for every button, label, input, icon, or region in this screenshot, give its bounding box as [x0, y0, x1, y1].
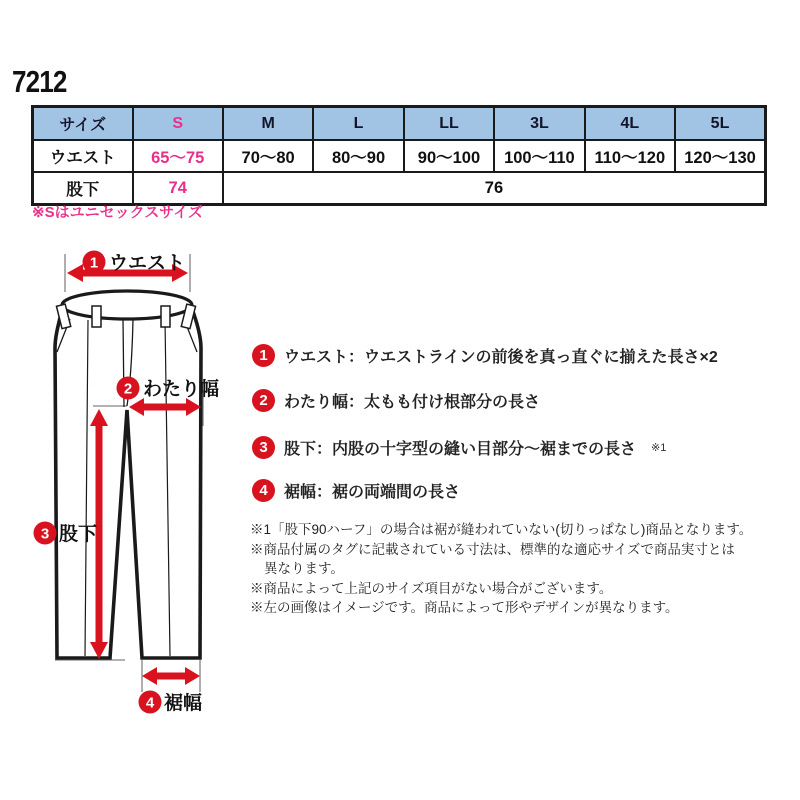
legend-text-waist: ウエスト：ウエストラインの前後を真っ直ぐに揃えた長さ×2 [284, 349, 718, 366]
waist-value-l: 80〜90 [313, 140, 403, 172]
legend-text-inseam: 股下：内股の十字型の縫い目部分〜裾までの長さ [284, 441, 637, 458]
legend-inseam-footnote-ref: ※1 [651, 442, 667, 454]
waist-row [33, 140, 766, 172]
unisex-size-note: ※Sはユニセックスサイズ [32, 204, 203, 221]
badge-1-num: 1 [89, 254, 99, 272]
waist-value-5l: 120〜130 [675, 140, 765, 172]
inseam-value-merged: 76 [223, 172, 766, 205]
size-table-header-4l: 4L [585, 107, 675, 141]
footnote-tag-size-2: 異なります。 [264, 561, 344, 576]
size-table-header-5l: 5L [675, 107, 765, 141]
inseam-value-s: 74 [133, 172, 223, 205]
waist-value-m: 70〜80 [223, 140, 313, 172]
hem-width-label: 裾幅 [164, 693, 203, 714]
size-table-header-m: M [223, 107, 313, 141]
size-table-header-3l: 3L [494, 107, 584, 141]
legend-badge-1: 1 [252, 344, 275, 367]
waist-value-4l: 110〜120 [585, 140, 675, 172]
legend-item-waist [252, 344, 718, 367]
waist-value-3l: 100〜110 [494, 140, 584, 172]
footnotes [250, 520, 785, 618]
badge-4-num: 4 [145, 694, 155, 712]
size-table-header-s: S [133, 107, 223, 141]
waist-value-ll: 90〜100 [404, 140, 494, 172]
legend-badge-2: 2 [252, 389, 275, 412]
waist-row-label: ウエスト [33, 140, 133, 172]
product-code: 7212 [12, 64, 67, 99]
legend-badge-4: 4 [252, 479, 275, 502]
size-table-header-l: L [313, 107, 403, 141]
footnote-image-disclaimer: ※左の画像はイメージです。商品によって形やデザインが異なります。 [250, 600, 679, 615]
size-table-header-ll: LL [404, 107, 494, 141]
badge-3-num: 3 [40, 525, 50, 543]
legend-item-thigh-width [252, 389, 540, 412]
pants-outline [55, 291, 201, 658]
legend-item-inseam [252, 436, 666, 459]
footnote-tag-size-1: ※商品付属のタグに記載されている寸法は、標準的な適応サイズで商品実寸とは [250, 541, 735, 557]
inseam-label: 股下 [59, 524, 98, 545]
legend-text-thigh-width: わたり幅：太もも付け根部分の長さ [284, 394, 541, 411]
thigh-width-label: わたり幅 [143, 379, 220, 400]
footnote-hem-unsewn: ※1「股下90ハーフ」の場合は裾が縫われていない(切りっぱなし)商品となります。 [250, 522, 753, 537]
size-table-header-row [33, 107, 766, 141]
waist-label: ウエスト [109, 253, 186, 274]
waist-value-s: 65〜75 [133, 140, 223, 172]
size-table-header-label: サイズ [33, 107, 133, 141]
footnote-missing-items: ※商品によって上記のサイズ項目がない場合がございます。 [250, 580, 613, 596]
size-table [31, 105, 767, 206]
pants-measurement-diagram [30, 240, 270, 720]
inseam-row [33, 172, 766, 205]
legend-badge-3: 3 [252, 436, 275, 459]
badge-2-num: 2 [123, 380, 133, 398]
legend-text-hem-width: 裾幅：裾の両端間の長さ [284, 484, 461, 501]
legend-item-hem-width [252, 479, 460, 502]
inseam-row-label: 股下 [33, 172, 133, 205]
